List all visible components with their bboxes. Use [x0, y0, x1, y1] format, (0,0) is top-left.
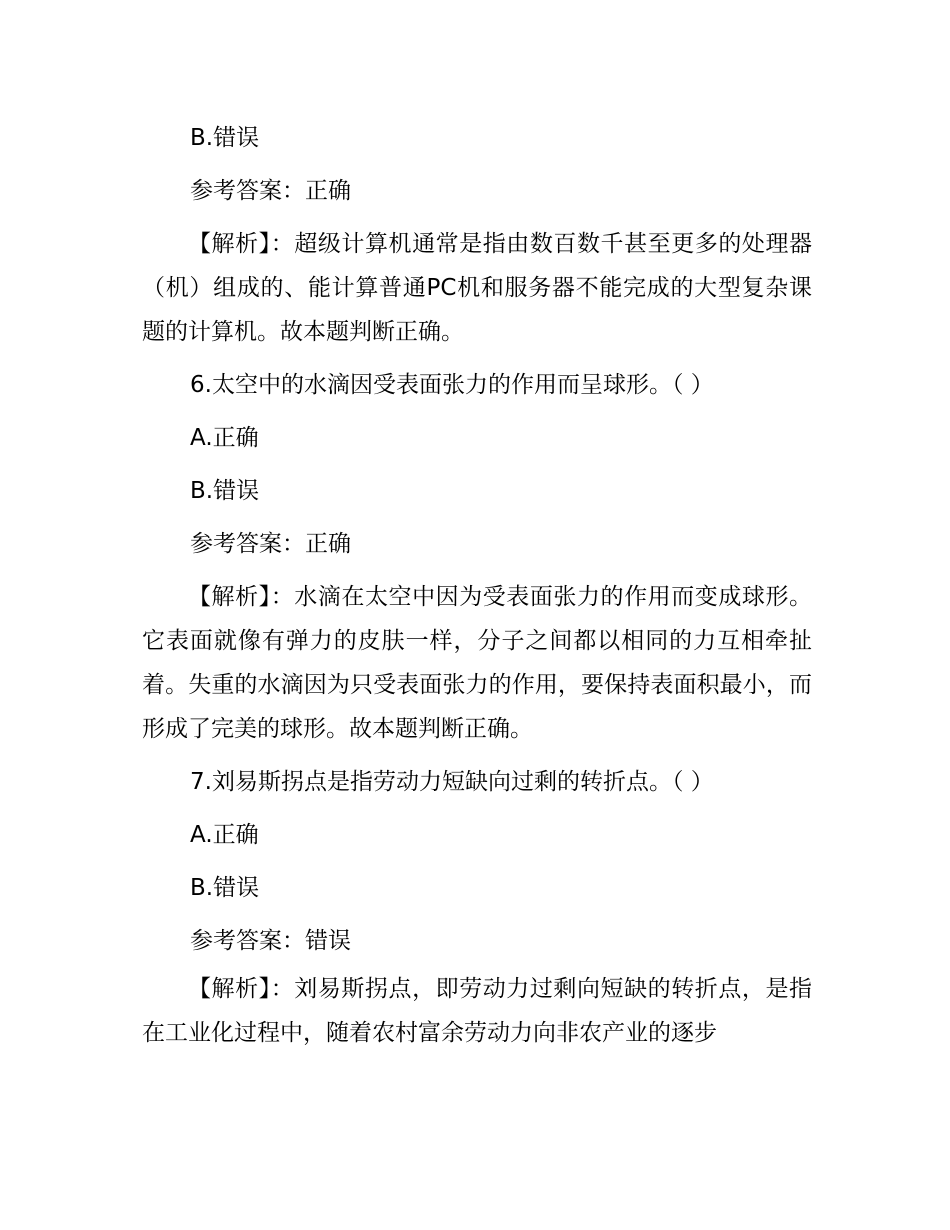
- q6-answer: 参考答案：正确: [190, 531, 351, 557]
- q5-option-b: B.错误: [190, 125, 260, 151]
- q7-option-a: A.正确: [190, 822, 259, 848]
- q7-option-b: B.错误: [190, 875, 260, 901]
- q7-stem: 7.刘易斯拐点是指劳动力短缺向过剩的转折点。（ ）: [190, 769, 714, 795]
- q6-stem: 6.太空中的水滴因受表面张力的作用而呈球形。（ ）: [190, 372, 714, 398]
- q6-option-a: A.正确: [190, 425, 259, 451]
- q5-answer: 参考答案：正确: [190, 178, 351, 204]
- q7-analysis: 【解析】：刘易斯拐点，即劳动力过剩向短缺的转折点，是指在工业化过程中，随着农村富余劳动力向非农产业的逐步: [142, 976, 812, 1046]
- document-content: [142, 116, 812, 972]
- q7-answer: 参考答案：错误: [190, 928, 351, 954]
- q6-analysis: 【解析】：水滴在太空中因为受表面张力的作用而变成球形。它表面就像有弹力的皮肤一样，分子之间都以相同的力互相牵扯着。失重的水滴因为只受表面张力的作用，要保持表面积最小，而形成了完美的球形。故本题判断正确。: [142, 584, 812, 742]
- q7-analysis-container: [142, 967, 812, 1055]
- q5-analysis: 【解析】：超级计算机通常是指由数百数千甚至更多的处理器（机）组成的、能计算普通PC机和服务器不能完成的大型复杂课题的计算机。故本题判断正确。: [142, 231, 812, 345]
- q6-option-b: B.错误: [190, 478, 260, 504]
